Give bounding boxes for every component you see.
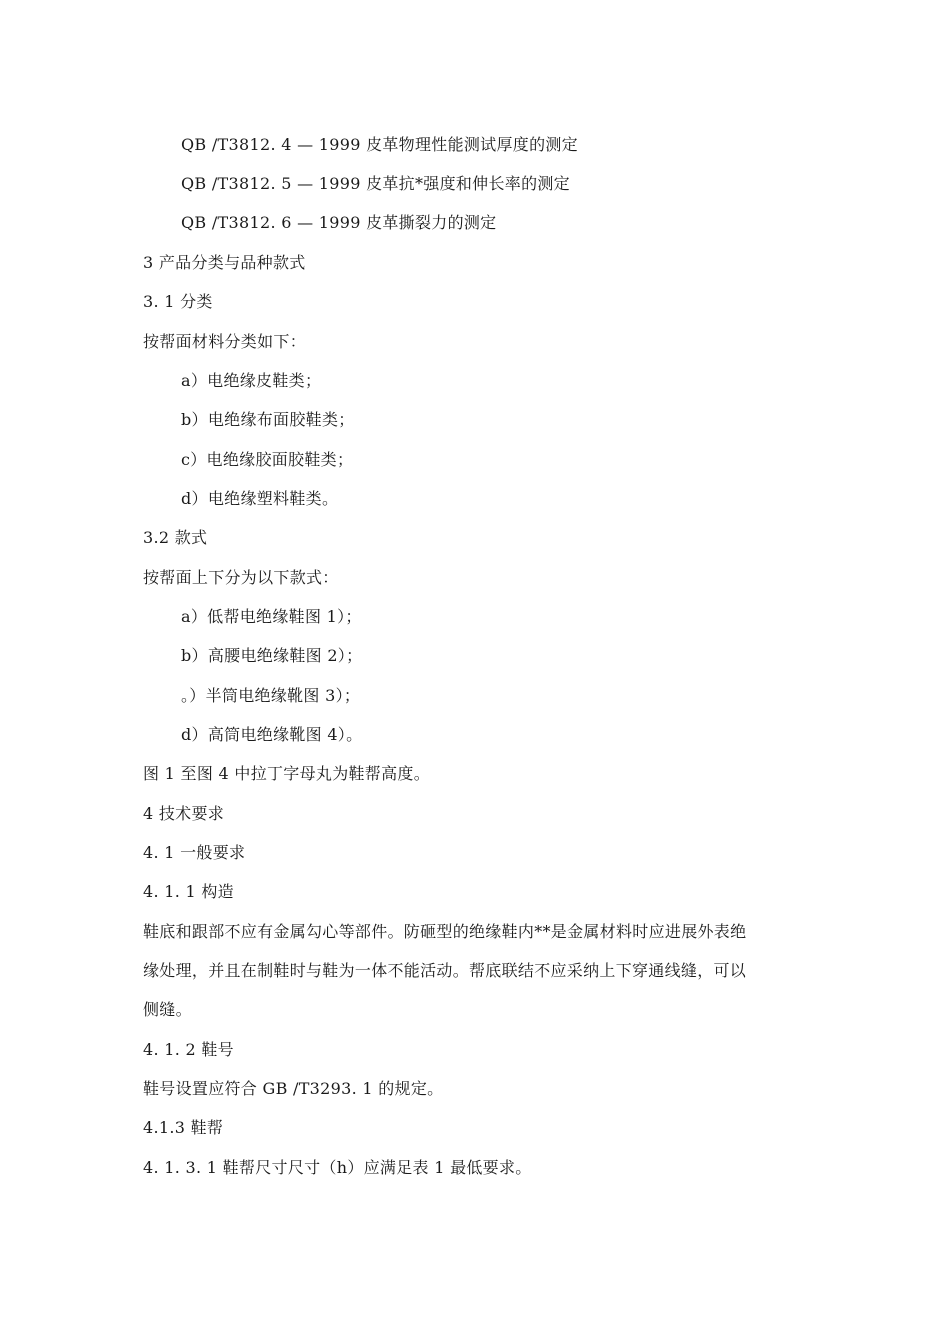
list-item-a-low: a）低帮电绝缘鞋图 1）； xyxy=(181,607,362,626)
list-item-c-rubber: c）电绝缘胶面胶鞋类； xyxy=(181,450,354,469)
paragraph-construction-line-1: 鞋底和跟部不应有金属勾心等部件。防砸型的绝缘鞋内**是金属材料时应进展外表绝 xyxy=(143,922,747,941)
standard-ref-thickness: QB /T3812. 4 — 1999 皮革物理性能测试厚度的测定 xyxy=(181,135,578,154)
section-heading-4: 4 技术要求 xyxy=(143,804,225,823)
list-item-d-high-boot: d）高筒电绝缘靴图 4）。 xyxy=(181,725,363,744)
subsection-heading-4-1: 4. 1 一般要求 xyxy=(143,843,246,862)
list-item-b-mid: b）高腰电绝缘鞋图 2）； xyxy=(181,646,363,665)
subsection-heading-3-2: 3.2 款式 xyxy=(143,528,208,547)
paragraph-figure-note: 图 1 至图 4 中拉丁字母丸为鞋帮高度。 xyxy=(143,764,431,783)
paragraph-classification-intro: 按帮面材料分类如下： xyxy=(143,332,307,351)
paragraph-construction-line-2: 缘处理，并且在制鞋时与鞋为一体不能活动。帮底联结不应采纳上下穿通线缝，可以 xyxy=(143,961,747,980)
subsection-heading-4-1-3: 4.1.3 鞋帮 xyxy=(143,1118,224,1137)
subsection-heading-4-1-2: 4. 1. 2 鞋号 xyxy=(143,1040,234,1059)
section-heading-3: 3 产品分类与品种款式 xyxy=(143,253,306,272)
list-item-c-half-boot: 。）半筒电绝缘靴图 3）； xyxy=(181,686,361,705)
standard-ref-tear: QB /T3812. 6 — 1999 皮革撕裂力的测定 xyxy=(181,213,497,232)
paragraph-shoe-size: 鞋号设置应符合 GB /T3293. 1 的规定。 xyxy=(143,1079,444,1098)
standard-ref-tensile: QB /T3812. 5 — 1999 皮革抗*强度和伸长率的测定 xyxy=(181,174,570,193)
paragraph-style-intro: 按帮面上下分为以下款式： xyxy=(143,568,339,587)
subsection-heading-3-1: 3. 1 分类 xyxy=(143,292,213,311)
subsection-heading-4-1-1: 4. 1. 1 构造 xyxy=(143,882,234,901)
list-item-a-leather: a）电绝缘皮鞋类； xyxy=(181,371,322,390)
list-item-b-cloth: b）电绝缘布面胶鞋类； xyxy=(181,410,355,429)
list-item-d-plastic: d）电绝缘塑料鞋类。 xyxy=(181,489,339,508)
paragraph-construction-line-3: 侧缝。 xyxy=(143,1000,192,1019)
paragraph-upper-height: 4. 1. 3. 1 鞋帮尺寸尺寸（h）应满足表 1 最低要求。 xyxy=(143,1158,532,1177)
